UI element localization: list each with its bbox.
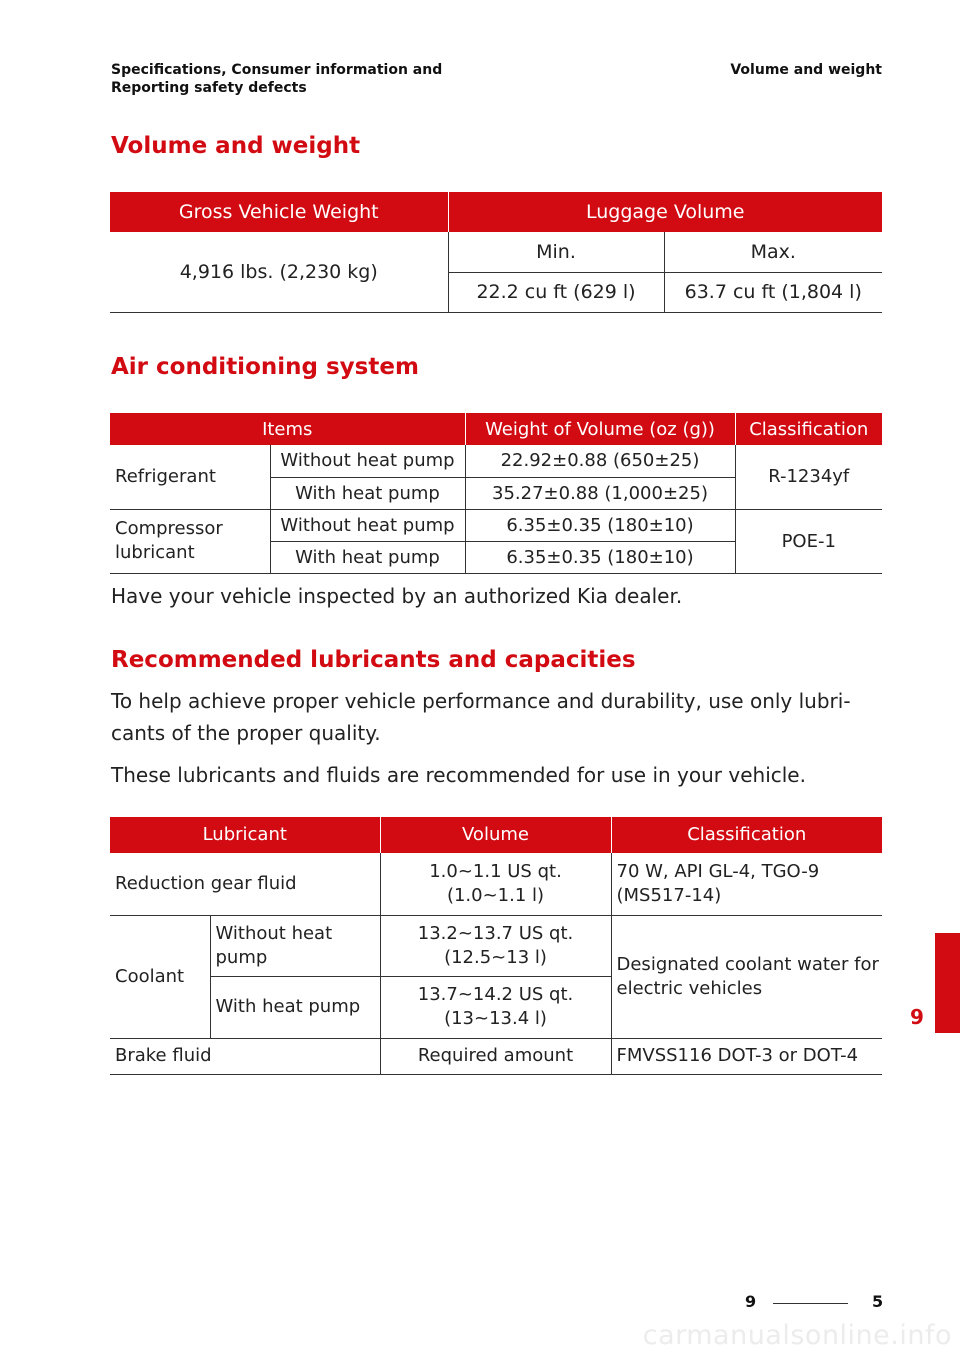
refrigerant-classification: R-1234yf xyxy=(735,445,882,509)
luggage-min-label: Min. xyxy=(448,232,664,272)
header-classification: Classification xyxy=(735,413,882,445)
compressor-label xyxy=(110,509,270,573)
header-line-2: Reporting safety defects xyxy=(111,80,307,96)
header-lubricant: Lubricant xyxy=(110,817,380,853)
refrigerant-value-hp: 35.27±0.88 (1,000±25) xyxy=(465,477,735,509)
coolant-class-line-2: electric vehicles xyxy=(616,977,763,999)
header-weight-volume: Weight of Volume (oz (g)) xyxy=(465,413,735,445)
refrigerant-value-no-hp: 22.92±0.88 (650±25) xyxy=(465,445,735,477)
dealer-note: Have your vehicle inspected by an authorized Kia dealer. xyxy=(111,584,683,608)
coolant-volume-no-hp-line-2: (12.5~13 l) xyxy=(444,946,547,968)
coolant-variant-no-hp-line-1: Without heat xyxy=(215,922,333,944)
running-header-section xyxy=(111,61,442,97)
reduction-volume-line-2: (1.0~1.1 l) xyxy=(446,884,545,906)
reduction-gear-classification xyxy=(611,853,882,915)
refrigerant-label: Refrigerant xyxy=(110,445,270,509)
coolant-volume-no-hp-line-1: 13.2~13.7 US qt. xyxy=(417,922,574,944)
reduction-gear-label: Reduction gear fluid xyxy=(110,853,380,915)
coolant-volume-no-hp xyxy=(380,915,611,976)
running-header-topic: Volume and weight xyxy=(730,62,882,78)
compressor-value-no-hp: 6.35±0.35 (180±10) xyxy=(465,509,735,541)
coolant-classification xyxy=(611,915,882,1038)
compressor-classification: POE-1 xyxy=(735,509,882,573)
coolant-label: Coolant xyxy=(110,915,210,1038)
lubricants-intro xyxy=(111,685,871,749)
lubricants-title: Recommended lubricants and capacities xyxy=(111,647,636,673)
compressor-value-hp: 6.35±0.35 (180±10) xyxy=(465,541,735,573)
compressor-variant-no-hp: Without heat pump xyxy=(270,509,465,541)
refrigerant-variant-hp: With heat pump xyxy=(270,477,465,509)
compressor-label-line-1: Compressor xyxy=(115,518,223,539)
header-gross-weight: Gross Vehicle Weight xyxy=(110,192,448,232)
chapter-side-tab xyxy=(935,933,960,1033)
header-volume: Volume xyxy=(380,817,611,853)
air-conditioning-table xyxy=(110,413,882,574)
header-lubricant-classification: Classification xyxy=(611,817,882,853)
brake-fluid-volume: Required amount xyxy=(380,1038,611,1074)
reduction-class-line-1: 70 W, API GL-4, TGO-9 xyxy=(616,860,820,882)
compressor-variant-hp: With heat pump xyxy=(270,541,465,573)
footer-divider xyxy=(773,1303,848,1304)
gross-weight-value: 4,916 lbs. (2,230 kg) xyxy=(110,232,448,312)
header-line-1: Specifications, Consumer information and xyxy=(111,62,443,78)
reduction-gear-volume xyxy=(380,853,611,915)
volume-weight-table xyxy=(110,192,882,313)
lubricants-recommendation: These lubricants and fluids are recommended for use in your vehicle. xyxy=(111,763,806,787)
reduction-class-line-2: (MS517-14) xyxy=(616,884,722,906)
footer-chapter-number: 9 xyxy=(745,1292,757,1311)
lubricants-intro-line-2: cants of the proper quality. xyxy=(111,721,381,745)
coolant-variant-hp: With heat pump xyxy=(210,976,380,1038)
coolant-volume-hp-line-2: (13~13.4 l) xyxy=(444,1008,547,1029)
lubricants-table xyxy=(110,817,882,1075)
coolant-variant-no-hp xyxy=(210,915,380,976)
luggage-min-value: 22.2 cu ft (629 l) xyxy=(448,272,664,312)
footer-page-number: 5 xyxy=(872,1292,884,1311)
brake-fluid-classification: FMVSS116 DOT-3 or DOT-4 xyxy=(611,1038,882,1074)
brake-fluid-label: Brake fluid xyxy=(110,1038,380,1074)
luggage-max-label: Max. xyxy=(664,232,882,272)
coolant-volume-hp-line-1: 13.7~14.2 US qt. xyxy=(417,984,574,1005)
air-conditioning-title: Air conditioning system xyxy=(111,354,419,380)
reduction-volume-line-1: 1.0~1.1 US qt. xyxy=(429,860,562,882)
coolant-class-line-1: Designated coolant water for xyxy=(616,953,879,975)
volume-weight-title: Volume and weight xyxy=(111,133,361,159)
luggage-max-value: 63.7 cu ft (1,804 l) xyxy=(664,272,882,312)
lubricants-intro-line-1: To help achieve proper vehicle performance and durability, use only lubri- xyxy=(111,689,851,713)
chapter-side-tab-number: 9 xyxy=(910,1005,924,1029)
header-luggage-volume: Luggage Volume xyxy=(448,192,882,232)
refrigerant-variant-no-hp: Without heat pump xyxy=(270,445,465,477)
header-items: Items xyxy=(110,413,465,445)
coolant-volume-hp xyxy=(380,976,611,1038)
coolant-variant-no-hp-line-2: pump xyxy=(215,946,268,968)
watermark: carmanualsonline.info xyxy=(642,1320,952,1351)
compressor-label-line-2: lubricant xyxy=(115,542,195,563)
